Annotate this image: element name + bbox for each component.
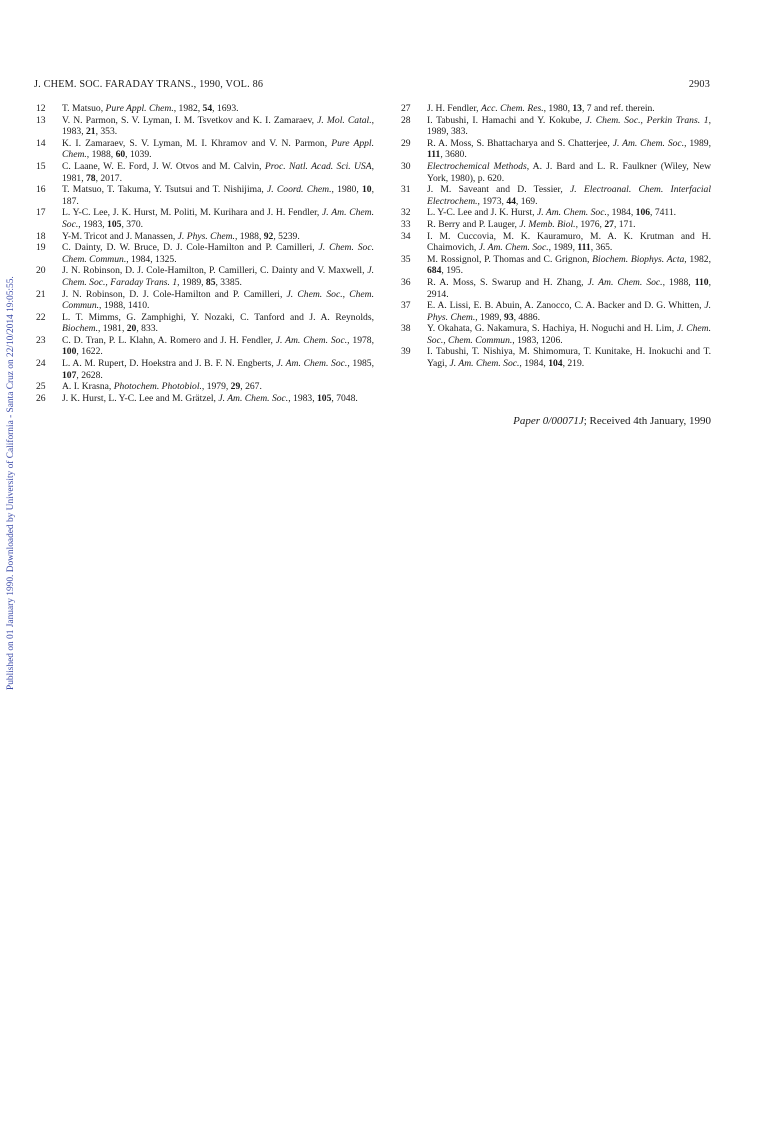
- reference-segment: , 1985,: [347, 358, 375, 370]
- reference-segment: C. D. Tran, P. L. Klahn, A. Romero and J. H. Fendler,: [62, 334, 276, 346]
- reference-text: [62, 115, 374, 138]
- reference-item: [399, 219, 711, 231]
- reference-item: [399, 346, 711, 369]
- reference-number: 31: [401, 184, 411, 196]
- reference-item: [399, 323, 711, 346]
- journal-title: J. Am. Chem. Soc.: [276, 358, 348, 370]
- volume-number: 104: [548, 358, 563, 370]
- reference-segment: , 1983,: [62, 114, 375, 138]
- journal-title: J. Am. Chem. Soc.: [449, 358, 520, 370]
- reference-segment: , 5239.: [273, 230, 300, 242]
- reference-segment: , 2914.: [427, 276, 712, 300]
- reference-segment: , 1989,: [684, 137, 711, 149]
- reference-item: [399, 231, 711, 254]
- reference-text: [62, 358, 374, 381]
- journal-title: Pure Appl. Chem.: [105, 103, 174, 114]
- reference-number: 20: [36, 265, 46, 277]
- journal-title: J. Am. Chem. Soc.: [587, 276, 663, 288]
- volume-number: 105: [107, 218, 122, 230]
- reference-text: [62, 289, 374, 312]
- reference-text: [62, 242, 374, 265]
- reference-item: [34, 231, 374, 243]
- reference-text: [427, 346, 711, 369]
- paper-footer: [399, 415, 711, 427]
- journal-title: J. Memb. Biol.: [519, 218, 576, 230]
- reference-item: [399, 115, 711, 138]
- volume-number: 105: [317, 392, 332, 404]
- reference-segment: Y-M. Tricot and J. Manassen,: [62, 230, 178, 242]
- reference-segment: , 1988,: [234, 230, 264, 242]
- reference-segment: , 2628.: [76, 369, 103, 381]
- reference-item: [34, 381, 374, 393]
- reference-segment: , 1979,: [201, 381, 231, 393]
- reference-segment: , 1982,: [684, 253, 711, 265]
- volume-number: 107: [62, 369, 77, 381]
- reference-text: [62, 231, 300, 242]
- reference-number: 15: [36, 160, 46, 172]
- reference-segment: , 1622.: [76, 346, 103, 358]
- reference-number: 16: [36, 184, 46, 196]
- reference-segment: , 1973,: [477, 195, 507, 207]
- reference-text: [62, 393, 358, 404]
- journal-title: J. Chem. Soc., Faraday Trans. 1: [62, 265, 374, 288]
- reference-segment: J. M. Saveant and D. Tessier,: [427, 184, 570, 196]
- reference-item: [34, 265, 374, 288]
- reference-number: 37: [401, 300, 411, 312]
- reference-number: 36: [401, 276, 411, 288]
- reference-segment: , 1981,: [97, 323, 127, 335]
- journal-title: J. Am. Chem. Soc.: [612, 137, 685, 149]
- reference-segment: J. H. Fendler,: [427, 103, 481, 114]
- reference-item: [34, 312, 374, 335]
- reference-segment: , 1980,: [331, 184, 362, 196]
- journal-title: J. Electroanal. Chem. Interfacial Electrochem.: [427, 184, 712, 207]
- volume-number: 93: [504, 311, 514, 323]
- running-header: [34, 79, 710, 95]
- reference-segment: T. Matsuo,: [62, 103, 106, 114]
- journal-title: Pure Appl. Chem.: [62, 137, 374, 161]
- reference-number: 38: [401, 323, 411, 335]
- reference-segment: L. A. M. Rupert, D. Hoekstra and J. B. F. N. Engberts,: [62, 358, 277, 370]
- reference-segment: J. N. Robinson, D. J. Cole-Hamilton, P. Camilleri, C. Dainty and V. Maxwell,: [62, 265, 368, 277]
- reference-segment: I. Tabushi, I. Hamachi and Y. Kokube,: [427, 114, 586, 126]
- reference-item: [34, 161, 374, 184]
- journal-citation: J. CHEM. SOC. FARADAY TRANS., 1990, VOL. 86: [34, 79, 264, 90]
- reference-text: [427, 231, 711, 254]
- journal-title: Proc. Natl. Acad. Sci. USA: [264, 160, 372, 172]
- reference-number: 23: [36, 334, 46, 346]
- reference-segment: J. K. Hurst, L. Y-C. Lee and M. Grätzel,: [62, 392, 219, 404]
- reference-number: 19: [36, 242, 46, 254]
- reference-text: [427, 277, 711, 300]
- reference-item: [34, 358, 374, 381]
- journal-title: Electrochemical Methods: [427, 160, 527, 172]
- reference-item: [34, 242, 374, 265]
- reference-segment: , 1984,: [519, 358, 549, 370]
- reference-text: [62, 103, 239, 114]
- journal-title: J. Coord. Chem.: [266, 184, 332, 196]
- reference-segment: , 1981,: [62, 160, 375, 184]
- journal-title: J. Am. Chem. Soc.: [536, 207, 607, 219]
- reference-item: [34, 393, 374, 405]
- reference-text: [62, 161, 374, 184]
- volume-number: 111: [427, 149, 441, 161]
- journal-title: J. Phys. Chem.: [177, 230, 235, 242]
- journal-title: Photochem. Photobiol.: [113, 381, 202, 393]
- reference-text: [427, 115, 711, 138]
- reference-segment: , 353.: [95, 126, 118, 138]
- reference-segment: , 1983,: [288, 392, 317, 404]
- volume-number: 110: [694, 276, 709, 288]
- reference-segment: , 1693.: [212, 103, 239, 114]
- journal-title: J. Chem. Soc. Chem. Commun.: [62, 242, 374, 265]
- journal-title: J. Am. Chem. Soc.: [218, 392, 289, 404]
- reference-segment: , 7411.: [650, 207, 677, 219]
- reference-segment: , 2017.: [95, 172, 122, 184]
- reference-number: 24: [36, 358, 46, 370]
- reference-item: [34, 184, 374, 207]
- reference-segment: , 3385.: [215, 276, 242, 288]
- reference-text: [62, 335, 374, 358]
- reference-segment: K. I. Zamaraev, S. V. Lyman, M. I. Khramov and V. N. Parmon,: [62, 137, 332, 149]
- reference-segment: , 267.: [240, 381, 262, 393]
- reference-text: [427, 207, 676, 218]
- volume-number: 13: [572, 103, 582, 114]
- reference-segment: R. Berry and P. Lauger,: [427, 218, 520, 230]
- reference-segment: I. M. Cuccovia, M. K. Kauramuro, M. A. K. Krutman and H. Chaimovich,: [427, 230, 711, 254]
- reference-item: [399, 254, 711, 277]
- reference-segment: Y. Okahata, G. Nakamura, S. Hachiya, H. Noguchi and H. Lim,: [427, 323, 677, 335]
- reference-segment: , 169.: [515, 195, 538, 207]
- reference-segment: , 833.: [136, 323, 158, 335]
- reference-number: 33: [401, 218, 411, 230]
- reference-item: [34, 289, 374, 312]
- journal-title: J. Chem. Soc., Chem. Commun.: [62, 288, 374, 312]
- download-watermark-text: Published on 01 January 1990. Downloaded by University of California - Santa Cruz on 22/10/2014 19:05:55.: [6, 276, 16, 690]
- volume-number: 106: [635, 207, 651, 219]
- reference-segment: , 1983,: [78, 218, 108, 230]
- references-right-column: [399, 103, 711, 370]
- reference-segment: , 1978,: [347, 334, 374, 346]
- reference-segment: , A. J. Bard and L. R. Faulkner (Wiley, New York, 1980), p. 620.: [427, 160, 711, 184]
- reference-segment: R. A. Moss, S. Swarup and H. Zhang,: [427, 276, 588, 288]
- volume-number: 29: [230, 381, 241, 393]
- reference-text: [427, 184, 711, 207]
- reference-segment: , 1989,: [548, 242, 578, 254]
- reference-number: 35: [401, 253, 411, 265]
- reference-segment: , 7 and ref. therein.: [581, 103, 655, 114]
- reference-segment: , 1983, 1206.: [512, 334, 563, 346]
- volume-number: 92: [263, 230, 274, 242]
- reference-segment: J. N. Robinson, D. J. Cole-Hamilton and P. Camilleri,: [62, 288, 287, 300]
- reference-segment: , 1988,: [662, 276, 695, 288]
- reference-segment: , 1988,: [86, 149, 116, 161]
- volume-number: 85: [205, 276, 216, 288]
- reference-segment: T. Matsuo, T. Takuma, Y. Tsutsui and T. Nishijima,: [62, 184, 267, 196]
- reference-segment: , 370.: [121, 218, 144, 230]
- reference-segment: L. Y-C. Lee and J. K. Hurst,: [427, 207, 537, 219]
- reference-text: [427, 219, 636, 230]
- volume-number: 21: [85, 126, 96, 138]
- reference-number: 28: [401, 114, 411, 126]
- journal-title: Biochem. Biophys. Acta: [592, 253, 685, 265]
- reference-number: 29: [401, 137, 411, 149]
- reference-item: [34, 115, 374, 138]
- volume-number: 54: [202, 103, 213, 114]
- volume-number: 684: [427, 265, 442, 277]
- reference-text: [427, 254, 711, 277]
- received-date: ; Received 4th January, 1990: [583, 415, 711, 427]
- reference-segment: , 1982,: [173, 103, 203, 114]
- reference-text: [427, 300, 711, 323]
- reference-text: [62, 184, 374, 207]
- reference-segment: , 187.: [62, 184, 374, 207]
- reference-text: [427, 323, 711, 346]
- reference-number: 18: [36, 230, 46, 242]
- reference-number: 14: [36, 137, 46, 149]
- paper-id: Paper 0/00071J: [513, 415, 584, 427]
- reference-number: 21: [36, 288, 46, 300]
- reference-segment: , 1988, 1410.: [99, 300, 150, 312]
- reference-text: [62, 207, 374, 230]
- reference-item: [34, 335, 374, 358]
- reference-item: [399, 184, 711, 207]
- journal-title: J. Am. Chem. Soc.: [478, 242, 549, 254]
- journal-title: Biochem.: [62, 323, 98, 335]
- volume-number: 78: [85, 172, 96, 184]
- volume-number: 44: [506, 195, 516, 207]
- reference-segment: , 1980,: [543, 103, 573, 114]
- reference-text: [62, 312, 374, 335]
- reference-segment: V. N. Parmon, S. V. Lyman, I. M. Tsvetkov and K. I. Zamaraev,: [62, 114, 318, 126]
- references-left-column: [34, 103, 374, 404]
- reference-number: 13: [36, 114, 46, 126]
- reference-number: 12: [36, 103, 46, 114]
- reference-item: [34, 138, 374, 161]
- reference-segment: , 4886.: [513, 311, 540, 323]
- reference-number: 27: [401, 103, 411, 114]
- reference-segment: , 1039.: [125, 149, 152, 161]
- volume-number: 100: [62, 346, 77, 358]
- reference-number: 22: [36, 311, 46, 323]
- download-watermark: [4, 220, 18, 690]
- reference-number: 34: [401, 230, 411, 242]
- reference-item: [399, 207, 711, 219]
- reference-number: 26: [36, 392, 46, 404]
- reference-text: [427, 161, 711, 184]
- journal-title: J. Am. Chem. Soc.: [62, 207, 375, 230]
- reference-segment: , 1989, 383.: [427, 114, 711, 138]
- volume-number: 27: [604, 218, 614, 230]
- reference-segment: C. Dainty, D. W. Bruce, D. J. Cole-Hamilton and P. Camilleri,: [62, 242, 319, 254]
- journal-title: J. Phys. Chem.: [427, 300, 711, 323]
- reference-segment: , 3680.: [440, 149, 467, 161]
- reference-item: [399, 103, 711, 115]
- reference-number: 30: [401, 160, 411, 172]
- journal-title: J. Chem. Soc., Chem. Commun.: [427, 323, 711, 346]
- reference-number: 32: [401, 207, 411, 219]
- reference-segment: L. T. Mimms, G. Zamphighi, Y. Nozaki, C. Tanford and J. A. Reynolds,: [62, 311, 374, 323]
- journal-title: Acc. Chem. Res.: [480, 103, 544, 114]
- reference-text: [427, 138, 711, 161]
- reference-segment: , 171.: [613, 218, 636, 230]
- reference-segment: E. A. Lissi, E. B. Abuin, A. Zanocco, C. A. Backer and D. G. Whitten,: [427, 300, 705, 312]
- volume-number: 111: [577, 242, 591, 254]
- reference-segment: , 195.: [441, 265, 463, 277]
- reference-segment: , 1984, 1325.: [126, 253, 177, 265]
- reference-text: [62, 138, 374, 161]
- reference-segment: A. I. Krasna,: [62, 381, 114, 393]
- page-number: 2903: [688, 79, 710, 90]
- reference-number: 39: [401, 346, 411, 358]
- reference-segment: L. Y-C. Lee, J. K. Hurst, M. Politi, M. Kurihara and J. H. Fendler,: [62, 207, 323, 219]
- reference-segment: , 1989,: [177, 276, 206, 288]
- reference-segment: , 1989,: [475, 311, 505, 323]
- reference-segment: I. Tabushi, T. Nishiya, M. Shimomura, T. Kunitake, H. Inokuchi and T. Yagi,: [427, 346, 711, 370]
- reference-item: [399, 161, 711, 184]
- reference-item: [399, 300, 711, 323]
- volume-number: 10: [362, 184, 372, 196]
- reference-number: 25: [36, 381, 46, 393]
- journal-title: J. Chem. Soc., Perkin Trans. 1: [585, 114, 709, 126]
- reference-segment: M. Rossignol, P. Thomas and C. Grignon,: [427, 253, 593, 265]
- reference-segment: R. A. Moss, S. Bhattacharya and S. Chatterjee,: [427, 137, 613, 149]
- journal-title: J. Am. Chem. Soc.: [275, 334, 348, 346]
- reference-item: [34, 207, 374, 230]
- reference-segment: , 7048.: [331, 392, 358, 404]
- reference-number: 17: [36, 207, 46, 219]
- volume-number: 60: [115, 149, 126, 161]
- reference-item: [34, 103, 374, 115]
- journal-title: J. Mol. Catal.: [317, 114, 372, 126]
- reference-segment: , 365.: [590, 242, 613, 254]
- reference-segment: C. Laane, W. E. Ford, J. W. Otvos and M. Calvin,: [62, 160, 265, 172]
- volume-number: 20: [126, 323, 137, 335]
- reference-segment: , 1984,: [606, 207, 636, 219]
- reference-item: [399, 277, 711, 300]
- reference-segment: , 219.: [562, 358, 585, 370]
- reference-text: [62, 381, 262, 392]
- reference-text: [427, 103, 655, 114]
- reference-text: [62, 265, 374, 288]
- reference-segment: , 1976,: [575, 218, 605, 230]
- reference-item: [399, 138, 711, 161]
